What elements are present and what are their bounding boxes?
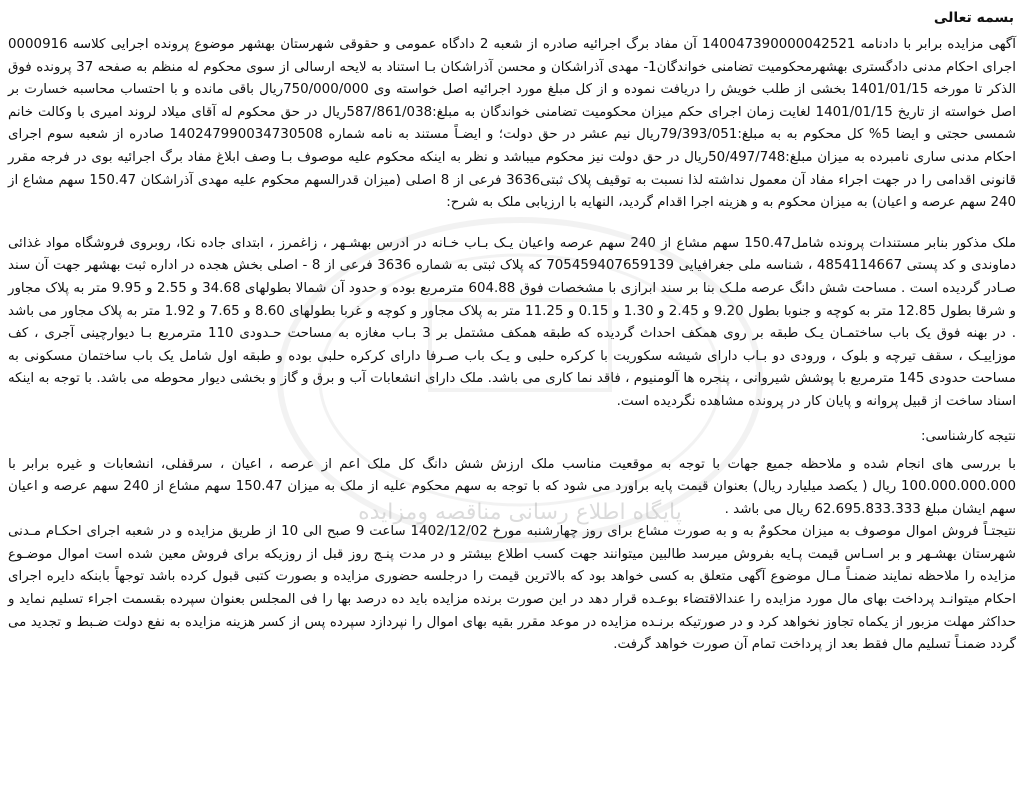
spacer bbox=[8, 414, 1016, 426]
expert-result-paragraph: با بررسی های انجام شده و ملاحظه جمیع جهات با توجه به موقعیت مناسب ملک ارزش شش دانگ کل ملک اعم از عرصه ، اعیان ، سرقفلی، انشعابات و غیره برابر با 100.000.000.000 ریال ( یکصد میلیارد ریال) بعنوان قیمت پایه براورد می شود که با توجه به سهم محکوم علیه از ملک به میزان 150.47 سهم مشاع از 240 سهم عرصه و اعیان سهم ایشان مبلغ 62.695.833.333 ریال می باشد . bbox=[8, 456, 1017, 517]
document-heading: بسمه تعالی bbox=[933, 10, 1014, 26]
intro-paragraph: آگهی مزایده برابر با دادنامه 140047390000042521 آن مفاد برگ اجرائیه صادره از شعبه 2 دادگاه عمومی و حقوقی شهرستان بهشهر موضوع پرونده اجرایی کلاسه 0000916 اجرای احکام مدنی دادگستری بهشهرمحکومیت تضامنی خواندگان1- مهدی آذراشکان و محسن آذراشکان بـا استناد به لایحه ارسالی از سوی محکوم له منظم به صفحه 37 پرونده فوق الذکر تا مورخه 1401/01/15 بخشی از طلب خویش را دریافت نموده و از کل مبلغ مورد اجرائیه اصل خواسته وی 750/000/000ریال باقی مانده و با احتساب محاسبه خسارت بر اصل خواسته از تاریخ 1401/01/15 لغایت زمان اجرای حکم میزان محکومیت تضامنی خواندگان به مبلغ:587/861/038ریال در حق محکوم له آقای میلاد لروند امیری با وکالت خانم شمسی حجتی و ایضا 5% کل محکوم به به مبلغ:79/393/051ریال نیم عشر در حق دولت؛ و ایضـاً مستند به نامه شماره 140247990034730508 صادره از شعبه سوم اجرای احکام مدنی ساری نامبرده به میزان مبلغ:50/497/748ریال در حق دولت نیز محکوم میباشد و نظر به اینکه محکوم علیه موصوف بـا وصف ابلاغ مفاد برگ اجرائیه بوی در فرجه مقرر قانونی اقدامی را در جهت اجراء مفاد آن معمول نداشته لذا نسبت به توقیف پلاک ثبتی3636 فرعی از 8 اصلی (میزان قدرالسهم محکوم علیه مهدی آذراشکان 150.47 سهم مشاع از 240 سهم عرصه و اعیان) به میزان محکوم به و هزینه اجرا اقدام گردید، النهایه با ارزیابی ملک به شرح: bbox=[8, 37, 1017, 211]
conclusion-paragraph: نتیجتـاً فروش اموال موصوف به میزان محکومٌ به و به صورت مشاع برای روز چهارشنبه مورخ 1402/12/02 ساعت 9 صبح الی 10 از طریق مزایده و در شعبه اجرای احکـام مـدنی شهرستان بهشـهر و بر اسـاس قیمت پـایه بفروش میرسد طالبین میتوانند جهت کسب اطلاع بیشتر و در مدت پنـج روز قبل از روزیکه برای فروش معین شده است اموال موضـوع مزایده را ملاحظه نمایند ضمنـاً مـال موضوع آگهی متعلق به کسی خواهد بود که بالاترین قیمت را درجلسه حضوری مزایده و بصورت کتبی قبول کرده باشد توجهاً بابنکه دایره اجرای احکام میتوانـد پرداخت بهای مال مورد مزایده را عندالاقتضاء بوعـده قرار دهد در این صورت برنده مزایده باید ده درصد بها را فی المجلس بعنوان سپرده بقسمت اجراء تسلیم نماید و حداکثر مهلت مزبور از یکماه تجاوز نخواهد کرد و در صورتیکه برنـده مزایده در موعد مقرر بقیه بهای اموال را نپردازد سپرده پس از کسر هزینه مزایده به نفع دولت ضـبط و تجدید می گردد ضمنـاً تسلیم مال فقط بعد از پرداخت تمام آن صورت خواهد گرفت. bbox=[8, 524, 1016, 653]
watermark-text: پایگاه اطلاع رسانی مناقصه ومزایده bbox=[358, 500, 682, 525]
expert-result-heading: نتیجه کارشناسی: bbox=[920, 428, 1016, 444]
property-description-paragraph: ملک مذکور بنابر مستندات پرونده شامل150.47 سهم مشاع از 240 سهم عرصه واعیان یـک بـاب خـانه در ادرس بهشـهر ، زاغمرز ، ابتدای جاده نکا، روبروی فروشگاه مواد غذائی دماوندی و کد پستی 4854114667 ، شناسه ملی جغرافیایی 705459407659139 که پلاک ثبتی به شماره 3636 فرعی از 8 - اصلی بخش هجده در اداره ثبت بهشهر جهت آن سند صـادر گردیده است . مساحت شش دانگ عرصه ملـک بنا بر سند ابرازی با مشخصات فوق 604.88 مترمربع بوده و حدود آن شمالا بطولهای 34.68 و 2.55 و 9.95 متر به پلاک مجاور و شرقا بطول 12.85 متر به کوچه و جنوبا بطول 9.20 و 2.45 و 1.30 و 0.15 و 11.25 متر به پلاک مجاور و کوچه و غربا بطولهای 8.60 و 7.65 و 1.92 متر به پلاک مجاور می باشد . در بهنه فوق یک باب ساختمـان یـک طبقه بر روی همکف احداث گردیده که طبقه همکف مشتمل بر 3 بـاب مغازه به مساحت حـدودی 110 مترمربع بـا دیوارچینی آجری ، کف موزاییـک ، سقف تیرچه و بلوک ، ورودی دو بـاب دارای شیشه سکوریت با کرکره حلبی و یـک باب صـرفا دارای کرکره حلبی بوده و طبقه اول شامل یک باب ساختمان مسکونی به مساحت حدودی 145 مترمربع با پوشش شیروانی ، پنجره ها آلومنیوم ، فاقد نما کاری می باشد. ملک دارای انشعابات آب و برق و گاز و بخشی دیوار محوطه می باشد. با توجه به اینکه اسناد ساخت از قبیل پروانه و پایان کار در پرونده مشاهده نگردیده است. bbox=[8, 235, 1016, 409]
spacer bbox=[8, 215, 1016, 233]
